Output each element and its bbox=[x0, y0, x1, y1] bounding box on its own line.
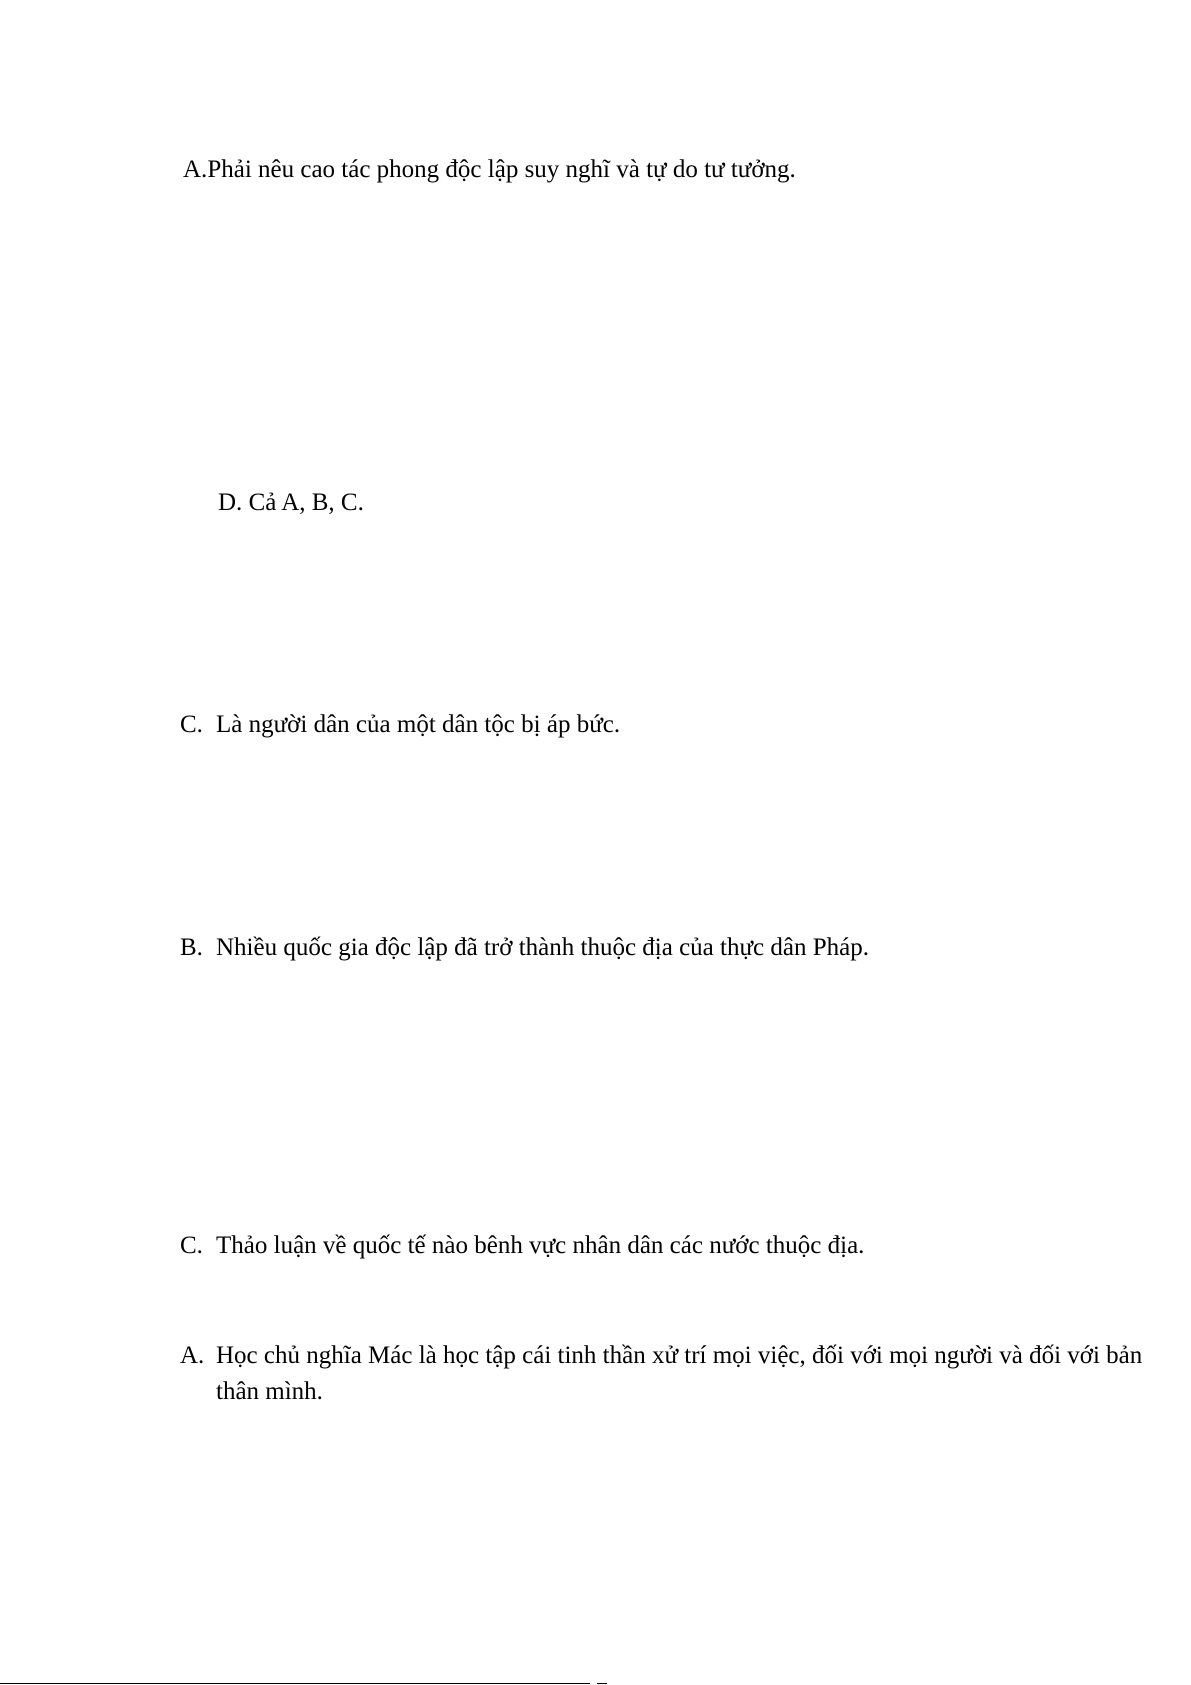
answer-letter: C. bbox=[180, 711, 203, 738]
answer-option-a-1 bbox=[183, 152, 796, 188]
answer-text: Nhiều quốc gia độc lập đã trở thành thuộc địa của thực dân Pháp. bbox=[216, 934, 869, 961]
answer-option-a-2 bbox=[180, 1338, 1166, 1410]
page-bottom-tick bbox=[597, 1683, 607, 1684]
answer-option-c-1 bbox=[180, 707, 620, 743]
answer-option-b bbox=[180, 930, 869, 966]
answer-text: Thảo luận về quốc tế nào bênh vực nhân dân các nước thuộc địa. bbox=[216, 1232, 865, 1259]
answer-letter: B. bbox=[180, 934, 203, 961]
answer-option-c-2 bbox=[180, 1228, 864, 1264]
answer-letter: D. bbox=[218, 489, 243, 516]
answer-text: Học chủ nghĩa Mác là học tập cái tinh thần xử trí mọi việc, đối với mọi người và đối với bản thân mình. bbox=[216, 1342, 1143, 1405]
answer-text: Phải nêu cao tác phong độc lập suy nghĩ và tự do tư tưởng. bbox=[207, 156, 796, 183]
answer-letter: C. bbox=[180, 1232, 203, 1259]
answer-option-d bbox=[218, 485, 364, 521]
answer-text: Cả A, B, C. bbox=[248, 489, 364, 516]
answer-letter: A. bbox=[180, 1342, 205, 1369]
page-bottom-rule bbox=[0, 1683, 590, 1684]
answer-text: Là người dân của một dân tộc bị áp bức. bbox=[216, 711, 621, 738]
answer-letter: A. bbox=[183, 156, 208, 183]
